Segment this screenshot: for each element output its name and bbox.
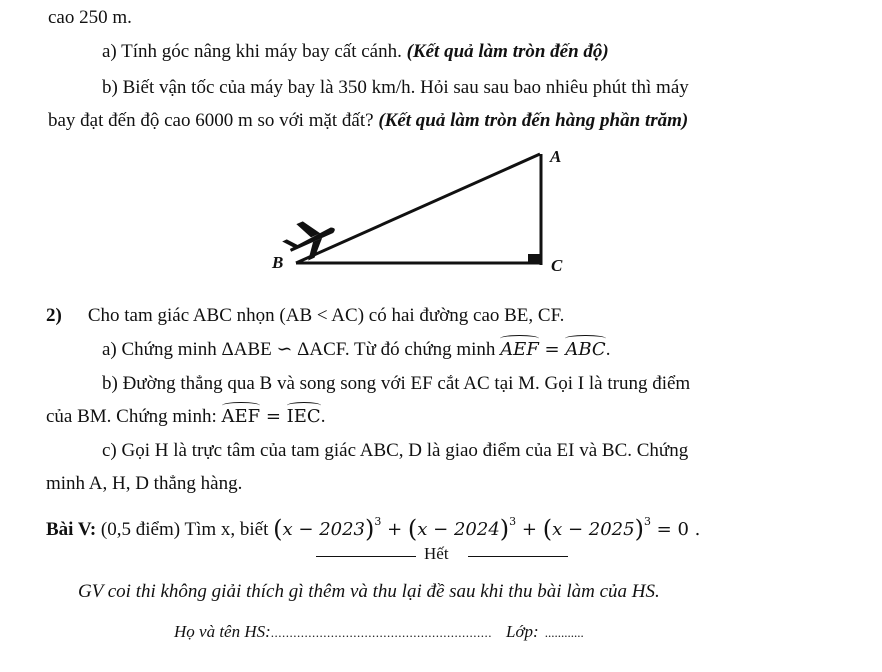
triangle-airplane-figure [262,140,582,285]
label-c: C [551,256,563,275]
part2-question-b-line1: b) Đường thẳng qua B và song song với EF cắt AC tại M. Gọi I là trung điểm [102,373,691,394]
angle-abc: ABC [565,339,606,360]
part2-question-c-line1: c) Gọi H là trực tâm của tam giác ABC, D là giao điểm của EI và BC. Chứng [102,440,689,461]
student-name-blank: ........................................................... [270,625,493,640]
part2-question-c-line2: minh A, H, D thẳng hàng. [46,473,243,494]
angle-iec: IEC [286,406,321,427]
side-ba [296,154,540,263]
footer-note: GV coi thi không giải thích gì thêm và thu lại đề sau khi thu bài làm của HS. [78,581,660,602]
part1-b-rounding-note: (Kết quả làm tròn đến hàng phần trăm) [378,110,689,131]
class-blank: ............ [544,625,584,640]
end-rule-left [316,556,416,557]
angle-aef: AEF [500,339,539,360]
right-angle-mark [528,254,540,263]
label-a: A [550,147,562,166]
angle-aef-2: AEF [221,406,261,427]
airplane-icon [278,211,342,267]
end-mark: Hết [424,544,449,563]
part2-number: 2) [46,305,62,326]
intro-tail: cao 250 m. [48,7,132,28]
part2-question-b-line2: của BM. Chứng minh: AEF = IEC. [46,406,326,427]
class-label: Lớp: [506,622,539,641]
student-name-label: Họ và tên HS: [174,622,271,641]
end-rule-right [468,556,568,557]
part1-a-rounding-note: (Kết quả làm tròn đến độ) [406,41,609,62]
bai5-question: Bài V: (0,5 điểm) Tìm x, biết $(x - 2023)^3 + (x - 2024)^3 + (x - 2025)^3 = 0$ . [46,515,701,543]
bai5-label: Bài V: [46,519,97,540]
bai5-equation: $(x - 2023)^3 + (x - 2024)^3 + (x - 2025)^3 = 0$ . [273,515,701,543]
footer-student-info [174,620,584,645]
label-b: B [272,253,284,272]
part1-question-b-line1: b) Biết vận tốc của máy bay là 350 km/h. Hỏi sau sau bao nhiêu phút thì máy [102,77,689,98]
part2-intro: 2) Cho tam giác ABC nhọn (AB < AC) có hai đường cao BE, CF. [46,305,565,326]
part2-question-a: a) Chứng minh ΔABE ∽ ΔACF. Từ đó chứng minh AEF = ABC. [102,339,611,360]
part1-question-b-line2: bay đạt đến độ cao 6000 m so với mặt đất? (Kết quả làm tròn đến hàng phần trăm) [48,110,689,131]
part1-question-a: a) Tính góc nâng khi máy bay cất cánh. (Kết quả làm tròn đến độ) [102,41,609,62]
